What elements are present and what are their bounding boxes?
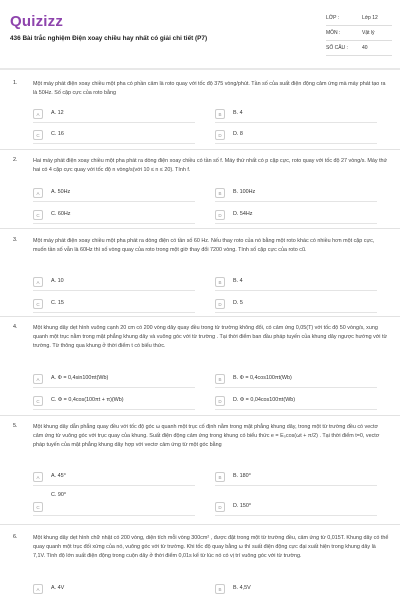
option-underline bbox=[33, 515, 195, 516]
option-letter: C bbox=[33, 130, 43, 140]
option-letter: B bbox=[215, 109, 225, 119]
question-number: 3. bbox=[13, 237, 18, 243]
option-letter: A bbox=[33, 109, 43, 119]
option-text: D. 54Hz bbox=[233, 211, 253, 217]
option-underline bbox=[33, 409, 195, 410]
option-text: B. Φ = 0,4cos100πt(Wb) bbox=[233, 375, 292, 381]
option-underline bbox=[33, 312, 195, 313]
option-letter: B bbox=[215, 472, 225, 482]
header-divider bbox=[0, 68, 400, 70]
class-label: LỚP : bbox=[326, 15, 340, 21]
option-text: B. 4 bbox=[233, 110, 243, 116]
option-text: A. 10 bbox=[51, 278, 64, 284]
option-text: B. 4 bbox=[233, 278, 243, 284]
option-underline bbox=[215, 387, 377, 388]
option-text: C. Φ = 0,4cos(100πt + π)(Wb) bbox=[51, 397, 124, 403]
option-letter: D bbox=[215, 210, 225, 220]
option-letter: A bbox=[33, 374, 43, 384]
option-text: D. 5 bbox=[233, 300, 243, 306]
page-title: 436 Bài trắc nghiệm Điện xoay chiều hay nhất có giải chi tiết (P7) bbox=[10, 35, 208, 42]
question-number: 2. bbox=[13, 157, 18, 163]
option-letter: C bbox=[33, 210, 43, 220]
subject-label: MÔN : bbox=[326, 30, 341, 36]
option-text: A. 45⁰ bbox=[51, 473, 66, 479]
meta-divider bbox=[326, 25, 392, 26]
option-letter: A bbox=[33, 188, 43, 198]
option-text: D. 150⁰ bbox=[233, 503, 252, 509]
question-number: 1. bbox=[13, 80, 18, 86]
option-underline bbox=[215, 485, 377, 486]
class-value: Lớp 12 bbox=[362, 15, 378, 21]
question-divider bbox=[0, 316, 400, 317]
question-text: Hai máy phát điện xoay chiều một pha phát ra dòng điện xoay chiều có tần số f. Máy thứ nhất có p cặp cực, roto quay với tốc độ 27 vòng/s. Máy thứ hai có 4 cặp cực quay với tốc độ n vòng/s(với 10 ≤ n ≤ 20). Tính f. bbox=[33, 158, 388, 173]
option-underline bbox=[33, 201, 195, 202]
option-letter: B bbox=[215, 277, 225, 287]
option-letter: B bbox=[215, 188, 225, 198]
meta-divider bbox=[326, 40, 392, 41]
question-divider bbox=[0, 149, 400, 150]
question-text: Một khung dây dẫn phẳng quay đều với tốc độ góc ω quanh một trục cố định nằm trong mặt phẳng khung dây, trong một từ trường đều có vectơ cảm ứng từ vuông góc với trục quay của khung. Suất điện động cảm ứng trong khung có biểu thức e = E₀cos(ωt + π/2) . Tại thời điểm t=0, vectơ pháp tuyến của mặt phẳng khung dây hợp với vectơ cảm ứng từ một góc bằng bbox=[33, 424, 380, 448]
option-text: C. 60Hz bbox=[51, 211, 71, 217]
option-letter: C bbox=[33, 396, 43, 406]
question-divider bbox=[0, 415, 400, 416]
question-text: Một khung dây dẹt hình vuông cạnh 20 cm có 200 vòng dây quay đều trong từ trường không đổi, có cảm ứng 0,05(T) với tốc độ 50 vòng/s, xung quanh một trục nằm trong mặt phẳng khung dây và vuông góc với từ trường . Tại thời điểm ban đầu pháp tuyến của khung dây ngược hướng với từ trường. Từ thông qua khung ở thời điểm t có biểu thức. bbox=[33, 325, 388, 349]
option-underline bbox=[33, 290, 195, 291]
question-number: 5. bbox=[13, 423, 18, 429]
option-underline bbox=[33, 143, 195, 144]
question-text: Một máy phát điện xoay chiều một pha có phần cảm là roto quay với tốc độ 375 vòng/phút. Tần số của suất điện động cảm ứng mà máy phát tạo ra là 50Hz. Số cặp cực của roto bằng bbox=[33, 81, 386, 96]
option-text: C. 16 bbox=[51, 131, 64, 137]
option-letter: B bbox=[215, 584, 225, 594]
option-letter: A bbox=[33, 584, 43, 594]
question-count-label: SỐ CÂU : bbox=[326, 45, 348, 51]
subject-value: Vật lý bbox=[362, 30, 375, 36]
option-letter: D bbox=[215, 502, 225, 512]
option-letter: B bbox=[215, 374, 225, 384]
option-underline bbox=[33, 387, 195, 388]
option-text: B. 4,5V bbox=[233, 585, 251, 591]
question-count-value: 40 bbox=[362, 45, 368, 51]
option-letter: D bbox=[215, 396, 225, 406]
question-number: 6. bbox=[13, 534, 18, 540]
option-text: A. 50Hz bbox=[51, 189, 71, 195]
option-underline bbox=[215, 201, 377, 202]
option-underline bbox=[33, 122, 195, 123]
option-underline bbox=[33, 485, 195, 486]
option-underline bbox=[215, 290, 377, 291]
option-text: B. 180⁰ bbox=[233, 473, 251, 479]
option-text: A. 4V bbox=[51, 585, 65, 591]
option-text: B. 100Hz bbox=[233, 189, 256, 195]
question-text: Một máy phát điện xoay chiều một pha phát ra dòng điện có tần số 60 Hz. Nếu thay roto của nó bằng một roto khác có nhiều hơn một cặp cực, muốn tần số vẫn là 60Hz thì số vòng quay của roto trong một giờ thay đổi 7200 vòng. Tính số cặp cực của roto cũ. bbox=[33, 238, 375, 253]
option-underline bbox=[215, 122, 377, 123]
option-letter: D bbox=[215, 130, 225, 140]
option-underline bbox=[215, 223, 377, 224]
option-text: A. 12 bbox=[51, 110, 64, 116]
option-text: D. 8 bbox=[233, 131, 243, 137]
option-underline bbox=[215, 143, 377, 144]
meta-divider bbox=[326, 55, 392, 56]
option-underline bbox=[215, 409, 377, 410]
option-letter: A bbox=[33, 277, 43, 287]
option-letter: C bbox=[33, 299, 43, 309]
option-underline bbox=[215, 515, 377, 516]
option-underline bbox=[33, 223, 195, 224]
option-text: C. 15 bbox=[51, 300, 64, 306]
question-divider bbox=[0, 228, 400, 229]
option-underline bbox=[215, 312, 377, 313]
option-text: A. Φ = 0,4sin100πt(Wb) bbox=[51, 375, 109, 381]
option-letter: A bbox=[33, 472, 43, 482]
option-letter: D bbox=[215, 299, 225, 309]
header bbox=[0, 0, 400, 62]
option-letter: C bbox=[33, 502, 43, 512]
question-number: 4. bbox=[13, 324, 18, 330]
quizizz-logo: Quizizz bbox=[10, 13, 64, 30]
question-divider bbox=[0, 524, 400, 525]
option-text: D. Φ = 0,04cos100πt(Wb) bbox=[233, 397, 296, 403]
option-text: C. 90⁰ bbox=[51, 492, 67, 498]
question-text: Một khung dây dẹt hình chữ nhật có 200 vòng, diện tích mỗi vòng 300cm² , được đặt trong một từ trường đều, cảm ứng từ 0,015T. Khung dây có thể quay quanh một trục đối xứng của nó, vuông góc với từ trường. Khi tốc độ quay bằng ω thì suất điện động cực đại xuất hiện trong khung dây là 7,1V. Tính độ lớn suất điện động trong cuộn dây ở thời điểm 0,01s kể từ lúc nó có vị trí vuông góc với từ trường. bbox=[33, 535, 389, 559]
